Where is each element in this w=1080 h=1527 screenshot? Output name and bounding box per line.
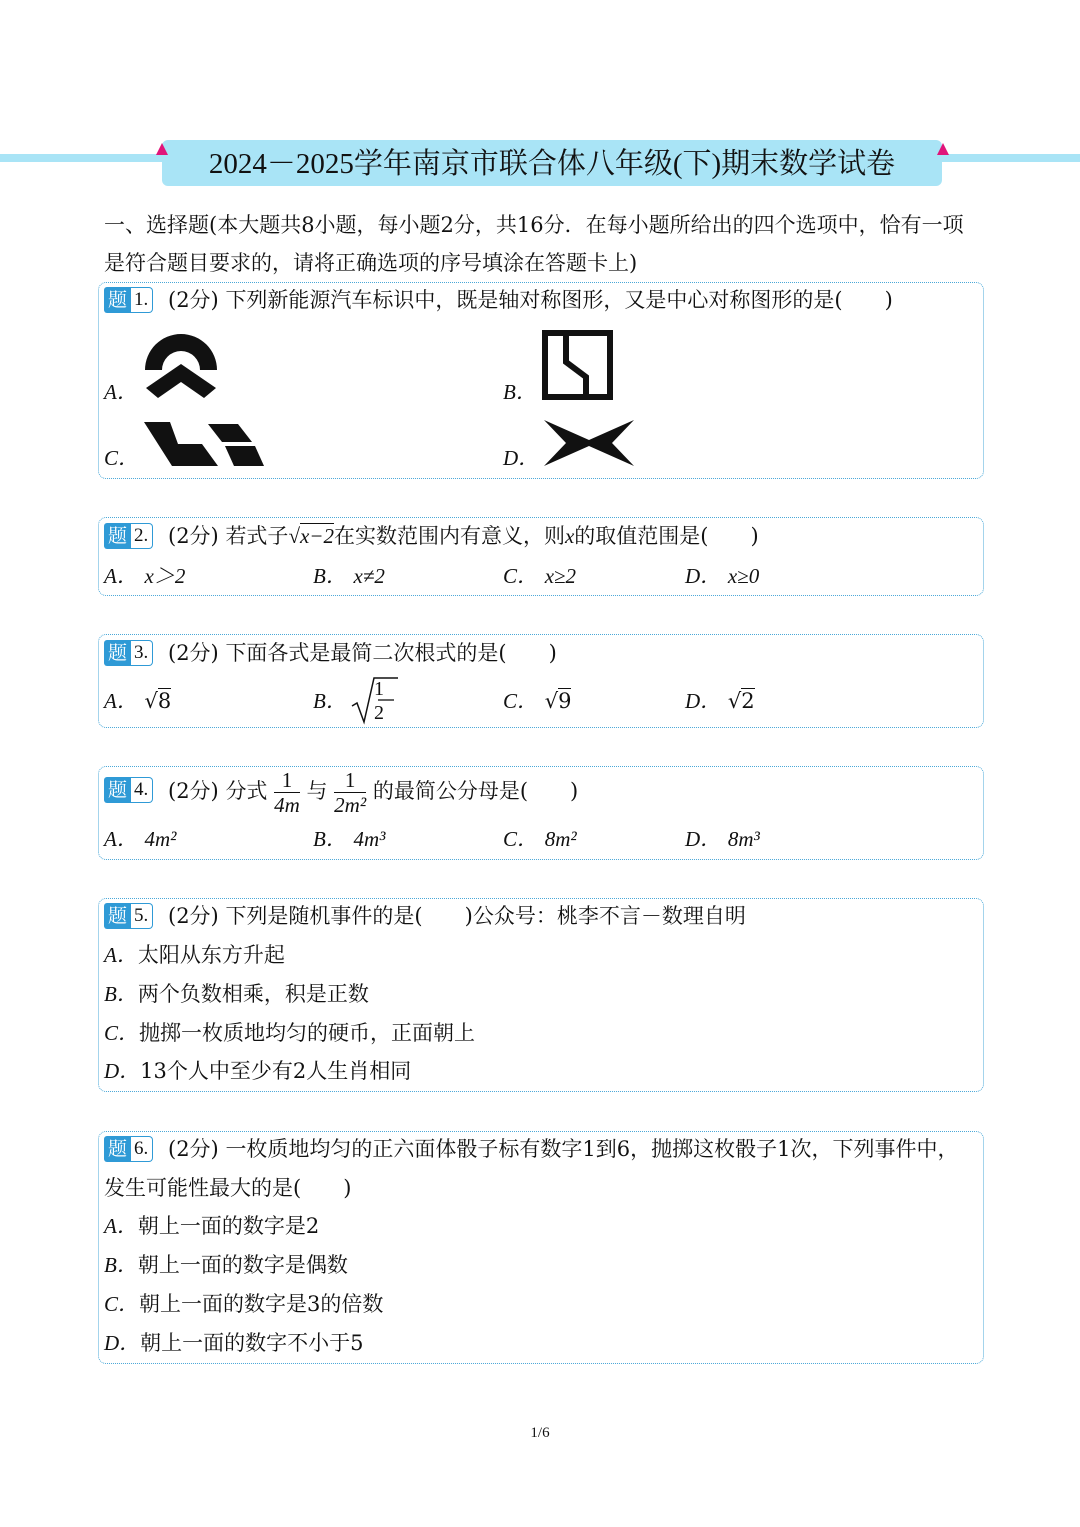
logo-c-image — [142, 418, 266, 468]
question-number: 6. — [131, 1136, 153, 1162]
option-5b: B．两个负数相乘，积是正数 — [104, 982, 369, 1006]
radicand: x−2 — [299, 524, 334, 548]
option-5d: D．13个人中至少有2人生肖相同 — [104, 1059, 412, 1083]
question-text-5: (2分) 下列是随机事件的是( )公众号：桃李不言－数理自明 — [168, 904, 746, 928]
option-1b: B． — [503, 380, 537, 404]
question-text-6-line1: (2分) 一枚质地均匀的正六面体骰子标有数字1到6，抛掷这枚骰子1次，下列事件中， — [168, 1137, 959, 1161]
question-text-1 — [168, 285, 893, 315]
question-stem: 下列新能源汽车标识中，既是轴对称图形，又是中心对称图形的是( ) — [225, 288, 893, 312]
option-6b: B．朝上一面的数字是偶数 — [104, 1253, 348, 1277]
question-tag-4 — [104, 777, 153, 803]
option-6d: D．朝上一面的数字不小于5 — [104, 1331, 364, 1355]
page-number: 1/6 — [530, 1425, 550, 1441]
option-5c: C．抛掷一枚质地均匀的硬币，正面朝上 — [104, 1021, 476, 1045]
fraction-2: $\frac{1}{\text{2m²}}$ — [334, 768, 367, 817]
question-number: 5. — [131, 903, 153, 929]
option-3d: D． √2 — [685, 689, 755, 713]
question-tag-1 — [104, 287, 153, 313]
fraction-1: $\frac{1}{4m}$ — [274, 768, 300, 817]
question-tag-2 — [104, 523, 153, 549]
option-6c: C．朝上一面的数字是3的倍数 — [104, 1292, 384, 1316]
page-title: 2024－2025学年南京市联合体八年级(下)期末数学试卷 — [208, 148, 896, 180]
question-tag-6 — [104, 1136, 153, 1162]
question-number: 1. — [131, 287, 153, 313]
logo-d-image — [542, 418, 636, 468]
option-6a: A．朝上一面的数字是2 — [104, 1214, 320, 1238]
question-label-icon: 题 — [104, 523, 131, 549]
question-text-4: (2分) 分式 $\frac{1}{4m}$ 与 $\frac{1}{\text{2m²}}$ 的最简公分母是( ) — [168, 768, 579, 817]
question-label-icon: 题 — [104, 287, 131, 313]
option-4d: D． 8m³ — [685, 827, 760, 851]
option-1d: D． — [503, 446, 540, 470]
fraction-numerator: 1 — [374, 678, 384, 700]
option-1a: A． — [104, 380, 138, 404]
question-text-6-line2: 发生可能性最大的是( ) — [104, 1176, 352, 1200]
logo-b-image — [542, 330, 614, 400]
question-label-icon: 题 — [104, 777, 131, 803]
section-intro: 一、选择题(本大题共8小题，每小题2分，共16分．在每小题所给出的四个选项中，恰有一项是符合题目要求的，请将正确选项的序号填涂在答题卡上) — [104, 213, 964, 275]
question-number: 3. — [131, 640, 153, 666]
option-4c: C． 8m² — [503, 827, 577, 851]
option-3c: C． √9 — [503, 689, 572, 713]
question-score: (2分) — [168, 288, 219, 312]
option-2c: C． x≥2 — [503, 564, 577, 588]
question-tag-3 — [104, 640, 153, 666]
fraction-denominator: 2 — [374, 702, 384, 724]
option-4a: A． 4m² — [104, 827, 177, 851]
logo-a-image — [140, 328, 222, 400]
question-text-2: (2分) 若式子√x−2在实数范围内有意义，则x的取值范围是( ) — [168, 524, 759, 548]
question-label-icon: 题 — [104, 903, 131, 929]
question-number: 2. — [131, 523, 153, 549]
option-2d: D． x≥0 — [685, 564, 760, 588]
question-tag-5 — [104, 903, 153, 929]
option-3b: B． — [313, 689, 347, 713]
option-5a: A．太阳从东方升起 — [104, 943, 285, 967]
question-text-3: (2分) 下面各式是最简二次根式的是( ) — [168, 641, 557, 665]
question-number: 4. — [131, 777, 153, 803]
option-4b: B． 4m³ — [313, 827, 386, 851]
question-label-icon: 题 — [104, 640, 131, 666]
question-label-icon: 题 — [104, 1136, 131, 1162]
option-3a: A． √8 — [104, 689, 172, 713]
option-2b: B． x≠2 — [313, 564, 385, 588]
option-2a: A． x＞2 — [104, 564, 186, 588]
option-1c: C． — [104, 446, 140, 470]
